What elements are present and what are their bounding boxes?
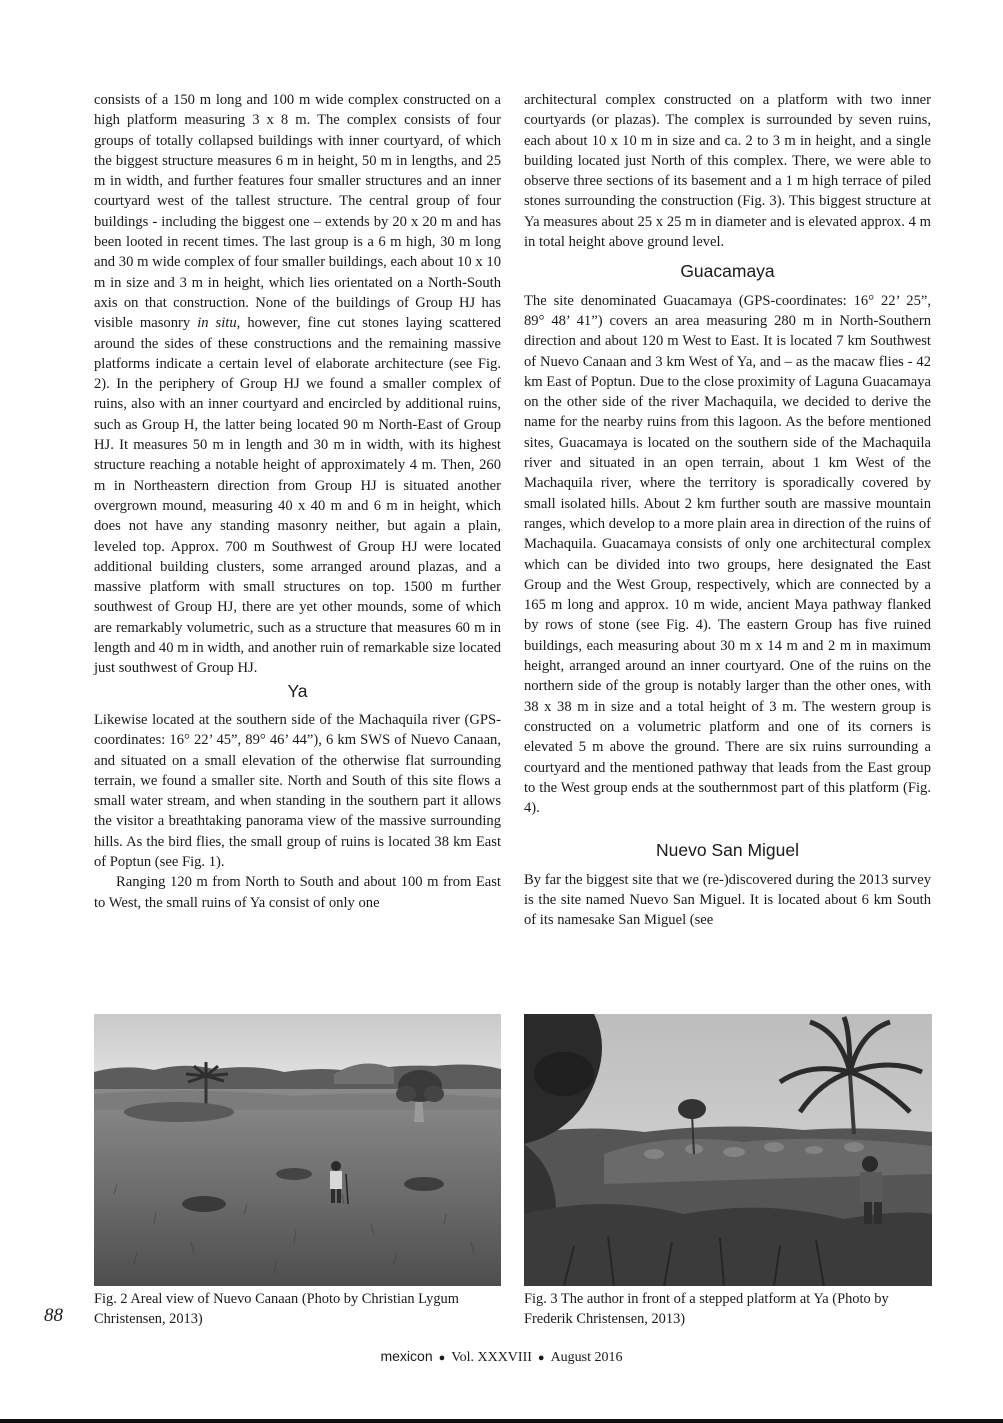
page-number: 88 <box>44 1305 63 1326</box>
left-column <box>94 90 501 913</box>
section-heading-nuevo-san-miguel: Nuevo San Miguel <box>656 840 799 861</box>
section-heading-guacamaya: Guacamaya <box>680 261 775 282</box>
journal-name: mexicon <box>380 1348 433 1364</box>
paragraph: architectural complex constructed on a platform with two inner courtyards (or plazas). The complex is surrounded by seven ruins, each about 10 x 10 m in size and ca. 2 to 3 m in height, and a single building located just North of this complex. There, we were able to observe three sections of its basement and a 1 m high terrace of piled stones surrounding the construction (Fig. 3). This biggest structure at Ya measures about 25 x 25 m in diameter and is elevated approx. 4 m in total height above ground level. <box>524 92 931 251</box>
figure-2-caption: Fig. 2 Areal view of Nuevo Canaan (Photo by Christian Lygum Christensen, 2013) <box>94 1291 459 1327</box>
page-footer <box>0 1348 1003 1366</box>
bullet-icon: ● <box>438 1352 446 1364</box>
paragraph: Ranging 120 m from North to South and about 100 m from East to West, the small ruins of Ya consist of only one <box>94 874 501 911</box>
right-column <box>524 90 931 931</box>
section-heading-ya: Ya <box>287 680 308 701</box>
issue-date: August 2016 <box>550 1350 623 1365</box>
figure-2-photo <box>94 1014 501 1286</box>
paragraph: Likewise located at the southern side of the Machaquila river (GPS-coordinates: 16° 22’ 45”, 89° 46’ 44”), 6 km SWS of Nuevo Canaan, and situated on a small elevation of the otherwise flat surrounding terrain, we found a smaller site. North and South of this site flows a small water stream, and when standing in the southern part it allows the visitor a breathtaking panorama view of the massive surrounding hills. As the bird flies, the small group of ruins is located 38 km East of Poptun (see Fig. 1). <box>94 711 501 870</box>
paragraph: By far the biggest site that we (re-)discovered during the 2013 survey is the site named Nuevo San Miguel. It is located about 6 km South of its namesake San Miguel (see <box>524 871 931 929</box>
figure-3-photo <box>524 1014 932 1286</box>
bullet-icon: ● <box>537 1352 545 1364</box>
volume: Vol. XXXVIII <box>451 1350 532 1365</box>
paragraph: consists of a 150 m long and 100 m wide complex constructed on a high platform measuring 3 x 8 m. The complex consists of four groups of totally collapsed buildings with inner courtyard, of which the biggest structure measures 6 m in height, 50 m in lengths, and 25 m in width, and further features four smaller structures and an inner courtyard west of the tallest structure. The central group of four buildings - including the biggest one – extends by 20 x 20 m and has been looted in recent times. The last group is a 6 m high, 30 m long and 30 m wide complex of four smaller buildings, each about 10 x 10 m in size and 3 m in height, which lies orientated on a North-South axis on that construction. None of the buildings of Group HJ has visible masonry in situ, however, fine cut stones laying scattered around the sides of these constructions and the remaining massive platforms indicate a certain level of elaborate architecture (see Fig. 2). In the periphery of Group HJ we found a smaller complex of ruins, also with an inner courtyard and encircled by additional ruins, such as Group H, the latter being located 90 m North-East of Group HJ. It measures 50 m in length and 30 m in width, with its highest structure reaching a notable height of approximately 4 m. Then, 260 m in Northeastern direction from Group HJ is situated another overgrown mound, measuring 40 x 40 m and 6 m in height, which does not have any standing masonry neither, but again a plain, leveled top. Approx. 700 m Southwest of Group HJ were located additional building clusters, some arranged around plazas, and a massive platform with small structures on top. 1500 m further southwest of Group HJ, there are yet other mounds, some of which are remarkably volumetric, such as a structure that measures 60 m in length and 40 m in width, and another ruin of remarkable size located just southwest of Group HJ. <box>94 92 501 677</box>
figure-3-caption: Fig. 3 The author in front of a stepped platform at Ya (Photo by Frederik Christensen, 2013) <box>524 1291 889 1327</box>
italic-term: in situ <box>197 315 237 332</box>
bottom-rule <box>0 1419 1003 1423</box>
paragraph: The site denominated Guacamaya (GPS-coordinates: 16° 22’ 25”, 89° 48’ 41”) covers an area measuring 280 m in North-Southern direction and about 120 m West to East. It is located 7 km Southwest of Nuevo Canaan and 3 km West of Ya, and – as the macaw flies - 42 km East of Poptun. Due to the close proximity of Laguna Guacamaya on the other side of the river Machaquila, we decided to derive the name for the nearby ruins from this lagoon. As the before mentioned sites, Guacamaya is located on the southern side of the Machaquila river and situated in an open terrain, about 1 km West of the Machaquila river, where the territory is sporadically covered by small isolated hills. About 2 km further south are massive mountain ranges, which develop to a more plain area in direction of the ruins of Machaquila. Guacamaya consists of only one architectural complex which can be divided into two groups, here designated the East Group and the West Group, respectively, which are connected by a 165 m long and approx. 10 m wide, ancient Maya pathway flanked by rows of stone (see Fig. 4). The eastern Group has five ruined buildings, each measuring about 30 m x 14 m and 2 m in maximum height, arranged around an inner courtyard. One of the ruins on the northern side of the group is notably larger than the other ones, with 38 x 38 m in size and a total height of 3 m. The western group is constructed on a volumetric platform and one of its corners is elevated 5 m above the ground. There are six ruins surrounding a courtyard and the mentioned pathway that leads from the East group to the West group ends at the southernmost part of this platform (Fig. 4). <box>524 292 931 817</box>
